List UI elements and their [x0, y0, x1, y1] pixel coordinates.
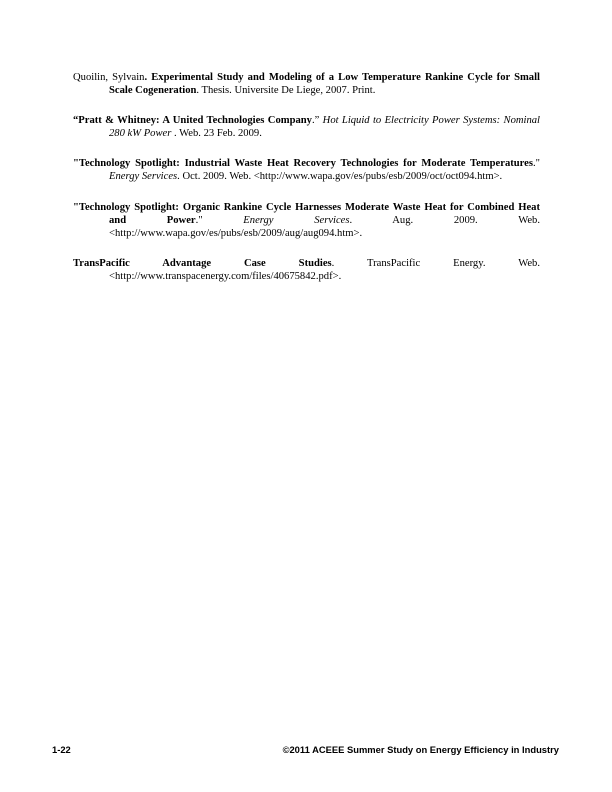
reference-details: . Oct. 2009. Web. <http://www.wapa.gov/es/pubs/esb/2009/oct/oct094.htm>. — [177, 171, 503, 183]
conference-credit: ©2011 ACEEE Summer Study on Energy Efficiency in Industry — [282, 744, 559, 755]
reference-list — [73, 71, 540, 300]
reference-author: Quoilin, Sylvain — [73, 72, 145, 83]
reference-details: . Aug. 2009. Web. <http://www.wapa.gov/es/pubs/esb/2009/aug/aug094.htm>. — [109, 214, 541, 239]
reference-source: Energy Services — [109, 171, 178, 183]
reference-title: TransPacific Advantage Case Studies — [73, 257, 332, 269]
reference-entry — [73, 71, 540, 97]
reference-punctuation: ." — [195, 214, 244, 226]
reference-details: . Web. 23 Feb. 2009. — [171, 128, 262, 140]
page-number: 1-22 — [52, 744, 71, 755]
reference-title: “Pratt & Whitney: A United Technologies Company — [73, 115, 312, 127]
reference-punctuation: ." — [533, 158, 540, 170]
reference-title: "Technology Spotlight: Industrial Waste Heat Recovery Technologies for Moderate Temperatures — [73, 158, 534, 170]
reference-entry — [73, 114, 540, 140]
reference-details: . Thesis. Universite De Liege, 2007. Print. — [196, 85, 376, 97]
reference-source: Hot Liquid to Electricity Power Systems: Nominal 280 kW Power — [109, 115, 540, 140]
reference-entry — [73, 157, 540, 183]
reference-punctuation: .” — [311, 115, 323, 127]
reference-title: "Technology Spotlight: Organic Rankine Cycle Harnesses Moderate Waste Heat for Combined Heat and Power — [73, 201, 540, 226]
reference-entry — [73, 257, 540, 283]
reference-details: . TransPacific Energy. Web. <http://www.transpacenergy.com/files/40675842.pdf>. — [109, 257, 540, 282]
reference-title: . Experimental Study and Modeling of a Low Temperature Rankine Cycle for Small Scale Cogeneration — [109, 72, 540, 97]
reference-source: Energy Services — [243, 214, 350, 226]
reference-entry — [73, 201, 540, 240]
